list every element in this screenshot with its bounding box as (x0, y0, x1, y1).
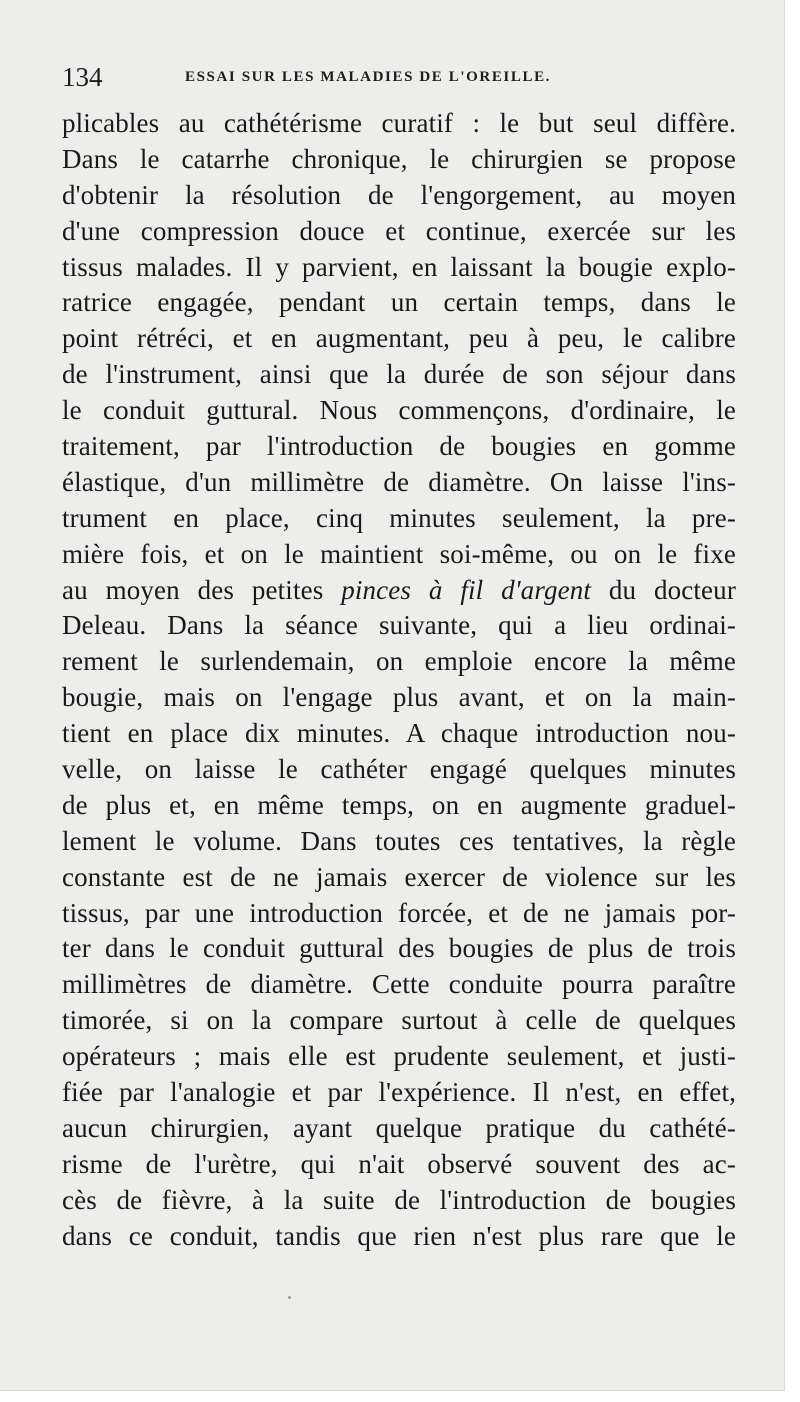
text-line: risme de l'urètre, qui n'ait observé souvent des ac- (62, 1148, 736, 1179)
running-head: ESSAI SUR LES MALADIES DE L'OREILLE. (185, 69, 552, 85)
page-number: 134 (62, 62, 103, 92)
text-line: velle, on laisse le cathéter engagé quelques minutes (62, 754, 736, 785)
text-line: traitement, par l'introduction de bougies en gomme (62, 431, 736, 462)
text-line: Deleau. Dans la séance suivante, qui a lieu ordinai- (62, 610, 736, 641)
text-line: opérateurs ; mais elle est prudente seulement, et justi- (62, 1041, 736, 1072)
text-line: bougie, mais on l'engage plus avant, et on la main- (62, 682, 736, 713)
text-line: Dans le catarrhe chronique, le chirurgien se propose (62, 143, 736, 174)
text-line: d'une compression douce et continue, exercée sur les (62, 215, 736, 246)
text-line: ter dans le conduit guttural des bougies de plus de trois (62, 933, 736, 964)
text-line: tient en place dix minutes. A chaque introduction nou- (62, 718, 736, 749)
text-line: point rétréci, et en augmentant, peu à peu, le calibre (62, 323, 736, 354)
text-line: constante est de ne jamais exercer de violence sur les (62, 861, 736, 892)
text-line: millimètres de diamètre. Cette conduite pourra paraître (62, 969, 736, 1000)
text-line: mière fois, et on le maintient soi-même, ou on le fixe (62, 538, 736, 569)
page-header (62, 62, 734, 92)
text-line: tissus, par une introduction forcée, et de ne jamais por- (62, 897, 736, 928)
text-line: lement le volume. Dans toutes ces tentatives, la règle (62, 825, 736, 856)
text-line: cès de fièvre, à la suite de l'introduction de bougies (62, 1184, 736, 1215)
text-line: ratrice engagée, pendant un certain temps, dans le (62, 287, 736, 318)
italic-phrase: pinces à fil d'argent (341, 574, 592, 605)
text-line: tissus malades. Il y parvient, en laissant la bougie explo- (62, 251, 736, 282)
text-line-with-italic (62, 573, 736, 609)
text-line: fiée par l'analogie et par l'expérience. Il n'est, en effet, (62, 1077, 736, 1108)
text-line: timorée, si on la compare surtout à celle de quelques (62, 1005, 736, 1036)
ink-speck (288, 1296, 291, 1299)
text-line: élastique, d'un millimètre de diamètre. On laisse l'ins- (62, 466, 736, 497)
body-text (62, 106, 736, 1255)
text-run: au moyen des petites (62, 574, 342, 605)
text-line: trument en place, cinq minutes seulement, la pre- (62, 502, 736, 533)
text-run: du docteur (591, 574, 736, 605)
text-line: le conduit guttural. Nous commençons, d'ordinaire, le (62, 395, 736, 426)
text-line: de l'instrument, ainsi que la durée de son séjour dans (62, 359, 736, 390)
text-line: de plus et, en même temps, on en augmente graduel- (62, 789, 736, 820)
text-line: aucun chirurgien, ayant quelque pratique du cathété- (62, 1112, 736, 1143)
text-line: rement le surlendemain, on emploie encore la même (62, 646, 736, 677)
text-line: plicables au cathétérisme curatif : le but seul diffère. (62, 108, 736, 138)
text-line: d'obtenir la résolution de l'engorgement, au moyen (62, 179, 736, 210)
text-line: dans ce conduit, tandis que rien n'est plus rare que le (62, 1220, 736, 1251)
